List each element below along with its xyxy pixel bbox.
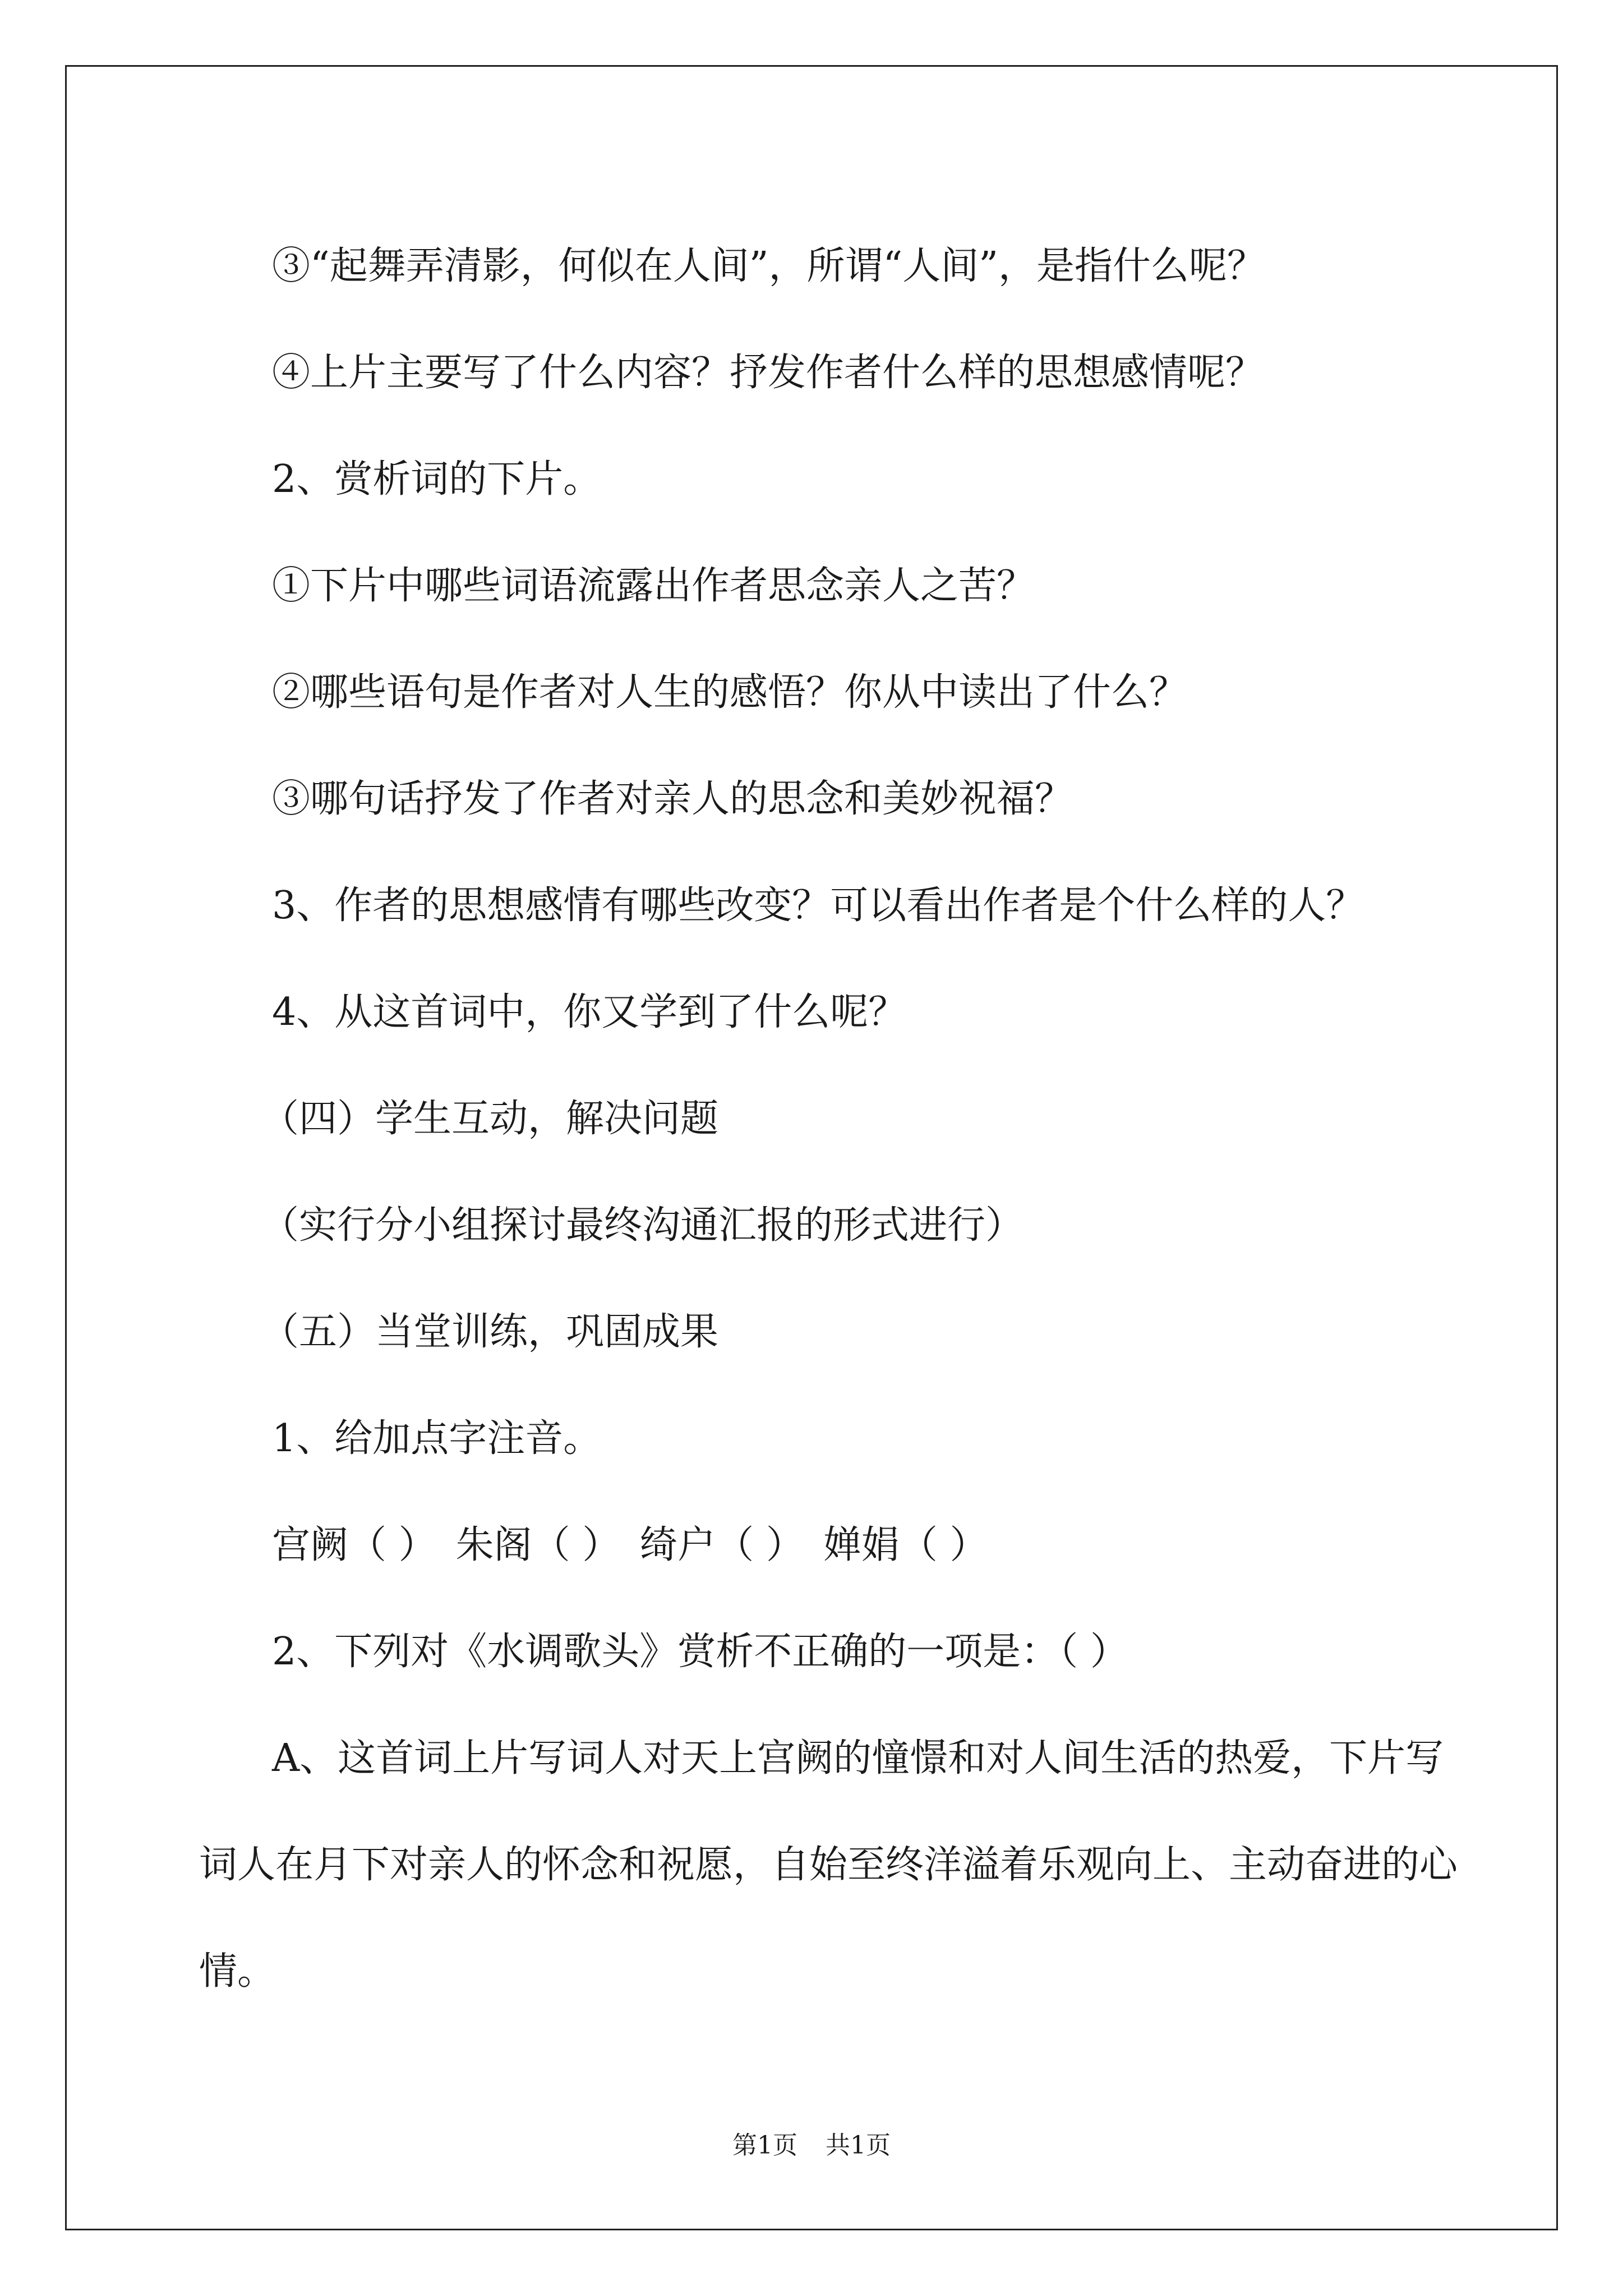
sub-question-3: ③哪句话抒发了作者对亲人的思念和美妙祝福？ [272,777,1073,821]
sub-question-2: ②哪些语句是作者对人生的感悟？你从中读出了什么？ [272,670,1188,715]
exercise-1-heading: 1、给加点字注音。 [272,1416,602,1461]
exercise-2-question: 2、下列对《水调歌头》赏析不正确的一项是：（ ） [272,1630,1128,1674]
sub-question-1: ①下片中哪些词语流露出作者思念亲人之苦？ [272,564,1035,608]
question-3-text: ③“起舞弄清影，何似在人间”，所谓“人间”，是指什么呢？ [272,244,1266,288]
part-4-note: （实行分小组探讨最终沟通汇报的形式进行） [261,1203,1024,1248]
question-4-text: ④上片主要写了什么内容？抒发作者什么样的思想感情呢？ [272,351,1264,395]
exercise-1-items: 宫阙（ ） 朱阁（ ） 绮户（ ） 婵娟（ ） [272,1523,988,1567]
section-4-question: 4、从这首词中，你又学到了什么呢？ [272,990,907,1034]
section-2-heading: 2、赏析词的下片。 [272,457,602,501]
section-3-question: 3、作者的思想感情有哪些改变？可以看出作者是个什么样的人？ [272,884,1364,928]
document-body [199,213,1461,2025]
part-5-heading: （五）当堂训练，巩固成果 [261,1310,719,1354]
part-4-heading: （四）学生互动，解决问题 [261,1097,719,1141]
page-footer [0,2125,1623,2161]
option-a-text: A、这首词上片写词人对天上宫阙的憧憬和对人间生活的热爱，下片写词人在月下对亲人的怀念和祝愿，自始至终洋溢着乐观向上、主动奋进的心情。 [199,1736,1458,1994]
page-total: 共1页 [826,2131,891,2160]
page-number: 第1页 [732,2131,797,2160]
